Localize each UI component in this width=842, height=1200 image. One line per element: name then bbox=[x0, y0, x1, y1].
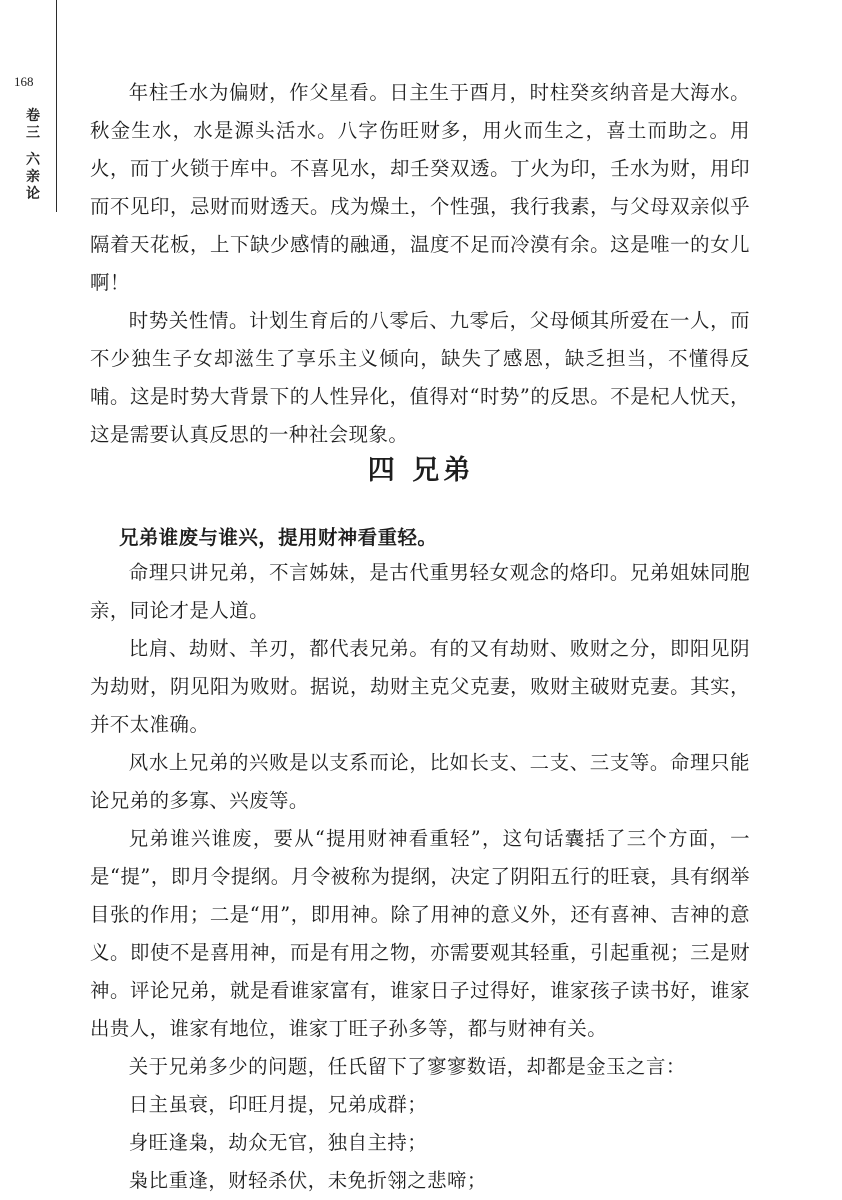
page-number: 168 bbox=[14, 74, 34, 89]
verse-line: 身旺逢枭，劫众无官，独自主持； bbox=[128, 1131, 428, 1154]
paragraph: 时势关性情。计划生育后的八零后、九零后，父母倾其所爱在一人，而不少独生子女却滋生了享乐主义倾向，缺失了感恩，缺乏担当，不懂得反哺。这是时势大背景下的人性异化，值得对“时势”的反思。不是杞人忧天，这是需要认真反思的一种社会现象。 bbox=[90, 309, 750, 446]
paragraph: 命理只讲兄弟，不言姊妹，是古代重男轻女观念的烙印。兄弟姐妹同胞亲，同论才是人道。 bbox=[90, 561, 750, 622]
margin-rule bbox=[56, 0, 57, 212]
running-head-char: 三 bbox=[26, 125, 40, 141]
section-title: 四 兄弟 bbox=[367, 455, 475, 486]
running-head-char: 亲 bbox=[26, 169, 40, 185]
paragraph: 兄弟谁兴谁废，要从“提用财神看重轻”，这句话囊括了三个方面，一是“提”，即月令提纲。月令被称为提纲，决定了阴阳五行的旺衰，具有纲举目张的作用；二是“用”，即用神。除了用神的意义外，还有喜神、吉神的意义。即使不是喜用神，而是有用之物，亦需要观其轻重，引起重视；三是财神。评论兄弟，就是看谁家富有，谁家日子过得好，谁家孩子读书好，谁家出贵人，谁家有地位，谁家丁旺子孙多等，都与财神有关。 bbox=[90, 827, 750, 1040]
running-head-char: 卷 bbox=[26, 108, 40, 124]
section-subtitle: 兄弟谁废与谁兴，提用财神看重轻。 bbox=[119, 526, 438, 549]
paragraph: 比肩、劫财、羊刃，都代表兄弟。有的又有劫财、败财之分，即阳见阴为劫财，阴见阳为败财。据说，劫财主克父克妻，败财主破财克妻。其实，并不太准确。 bbox=[90, 637, 750, 736]
paragraph: 风水上兄弟的兴败是以支系而论，比如长支、二支、三支等。命理只能论兄弟的多寡、兴废等。 bbox=[90, 751, 750, 812]
body-text-top bbox=[90, 74, 750, 454]
paragraph: 年柱壬水为偏财，作父星看。日主生于酉月，时柱癸亥纳音是大海水。秋金生水，水是源头活水。八字伤旺财多，用火而生之，喜土而助之。用火，而丁火锁于库中。不喜见水，却壬癸双透。丁火为印，壬水为财，用印而不见印，忌财而财透天。戌为燥土，个性强，我行我素，与父母双亲似乎隔着天花板，上下缺少感情的融通，温度不足而冷漠有余。这是唯一的女儿啊！ bbox=[90, 81, 750, 294]
body-text-bottom bbox=[90, 554, 750, 1200]
running-head-char: 六 bbox=[26, 152, 40, 168]
verse-line: 枭比重逢，财轻杀伏，未免折翎之悲啼； bbox=[128, 1169, 487, 1192]
running-head bbox=[22, 108, 44, 203]
verse-line: 日主虽衰，印旺月提，兄弟成群； bbox=[128, 1093, 428, 1116]
paragraph: 关于兄弟多少的问题，任氏留下了寥寥数语，却都是金玉之言： bbox=[128, 1055, 686, 1078]
running-head-char: 论 bbox=[26, 186, 40, 202]
